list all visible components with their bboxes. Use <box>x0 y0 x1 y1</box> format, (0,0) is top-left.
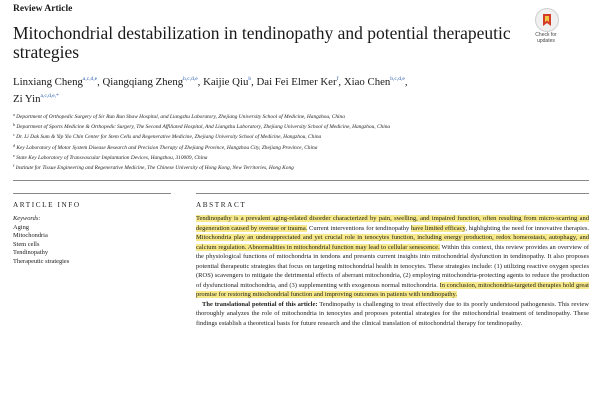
author-affil-sup[interactable]: b <box>248 76 252 82</box>
author-name[interactable]: Kaijie Qiu <box>203 76 249 88</box>
author-affil-sup[interactable]: a,c,d,e <box>82 76 98 82</box>
article-title: Mitochondrial destabilization in tendinopathy and potential therapeutic strategies <box>13 23 511 62</box>
keyword-item: Aging <box>13 223 29 231</box>
affiliations <box>13 111 588 172</box>
affiliation-item: $^c$ Dr. Li Dak Sum & Yip Yio Chin Center for Stem Cells and Regenerative Medicine, Zhejiang University School of Medicine, Hangzhou, China <box>13 132 322 141</box>
article-type-label: Review Article <box>13 4 73 14</box>
author-name[interactable]: Xiao Chen <box>343 76 391 88</box>
keyword-item: Mitochondria <box>13 232 48 240</box>
abstract-heading: ABSTRACT <box>196 201 247 209</box>
author-affil-sup[interactable]: b,c,d,e <box>390 76 405 82</box>
abstract-divider <box>196 193 589 194</box>
affiliation-item: $^d$ Key Laboratory of Motor System Disease Research and Precision Therapy of Zhejiang Province, Hangzhou City, Zhejiang Province, China <box>13 142 318 151</box>
article-info-divider <box>13 193 171 194</box>
author-name[interactable]: Zi Yin <box>13 93 41 105</box>
author-affil-sup[interactable]: b,c,d,e <box>183 76 198 82</box>
author-name[interactable]: Linxiang Cheng <box>13 76 83 88</box>
abstract-paragraph: Tendinopathy is a prevalent aging-related disorder characterized by pain, swelling, and impaired function, often resulting from micro-scarring and degeneration caused by overuse or trauma. Current interventions for tendinopathy have limited efficacy, highlighting the need for innovative therapies. Mitochondria play an underappreciated and yet crucial role in tenocytes function, including energy production, redox homeostasis, autophagy, and calcium regulation. Abnormalities in mitochondrial function may lead to cellular senescence. Within this context, this review provides an overview of the physiological functions of mitochondria in tendons and presents current insights into mitochondrial dysfunction in tendinopathy. It also proposes potential therapeutic strategies that focus on targeting mitochondrial health in tenocytes. These strategies include: (1) utilizing reactive oxygen species (ROS) scavengers to mitigate the detrimental effects of aberrant mitochondria, (2) employing mitochondria-protecting agents to reduce the production of dysfunctional mitochondria, and (3) supplementing with exogenous normal mitochondria. In conclusion, mitochondria-targeted therapies hold great promise for restoring mitochondrial function and improving outcomes in patients with tendinopathy. <box>196 215 590 299</box>
keyword-item: Therapeutic strategies <box>13 257 70 265</box>
keyword-item: Tendinopathy <box>13 249 49 257</box>
highlighted-text: Tendinopathy is a prevalent aging-related disorder characterized by pain, swelling, and impaired function, often resulting from micro-scarring and degeneration caused by overuse or trauma. <box>196 215 589 232</box>
highlighted-text: Mitochondria play an underappreciated and yet crucial role in tenocytes function, including energy production, redox homeostasis, autophagy, and calcium regulation. Abnormalities in mitochondrial function may lead to cellular senescence. <box>196 234 589 251</box>
translational-paragraph: The translational potential of this article: Tendinopathy is challenging to treat effectively due to its poorly understood pathogenesis. This review thoroughly analyzes the role of mitochondria in tenocytes and proposes potential strategies for the mitochondrial treatment of tendinopathy. These findings establish a theoretical basis for future research and the clinical translation of mitochondrial therapy for tendinopathy. <box>196 300 589 328</box>
highlighted-text: have limited efficacy <box>410 224 466 232</box>
article-info-heading: ARTICLE INFO <box>13 201 81 209</box>
translational-lead: The translational potential of this article: <box>202 300 318 308</box>
affiliation-item: $^f$ Institute for Tissue Engineering and Regenerative Medicine, The Chinese University of Hong Kong, New Territories, Hong Kong <box>13 163 294 172</box>
check-for-updates-label: Check for updates <box>535 32 557 44</box>
section-divider <box>13 180 589 181</box>
affiliation-item: $^e$ State Key Laboratory of Transvascular Implantation Devices, Hangzhou, 310009, China <box>13 152 208 161</box>
check-for-updates-icon <box>535 8 559 32</box>
highlighted-text: In conclusion, mitochondria-targeted therapies hold great promise for restoring mitochondrial function and improving outcomes in patients with tendinopathy. <box>196 281 589 299</box>
affiliation-item: $^b$ Department of Sports Medicine & Orthopedic Surgery, The Second Affiliated Hospital, And Liangzhu Laboratory, Zhejiang University School of Medicine, Hangzhou, China <box>13 122 391 131</box>
author-name[interactable]: Qiangqiang Zheng <box>102 76 184 88</box>
check-for-updates-badge[interactable] <box>528 6 564 46</box>
abstract-body <box>196 214 589 329</box>
keywords-block <box>13 215 173 267</box>
affiliation-item: $^a$ Department of Orthopedic Surgery of Sir Run Run Shaw Hospital, and Liangzhu Laboratory, Zhejiang University School of Medicine, Hangzhou, China <box>13 112 345 120</box>
keyword-item: Stem cells <box>13 240 40 248</box>
keywords-label: Keywords: <box>13 215 41 222</box>
author-list: Linxiang Cheng$^{a,c,d,e}$, Qiangqiang Zheng$^{b,c,d,e}$, Kaijie Qiu$^b$, Dai Fei Elmer Ker$^f$, Xiao Chen$^{b,c,d,e}$, Zi Yin$^{a,c,d,e,*}$ <box>13 76 408 105</box>
author-name[interactable]: Dai Fei Elmer Ker <box>256 76 337 88</box>
author-affil-sup[interactable]: f <box>336 76 339 82</box>
author-affil-sup[interactable]: a,c,d,e,* <box>40 93 59 99</box>
